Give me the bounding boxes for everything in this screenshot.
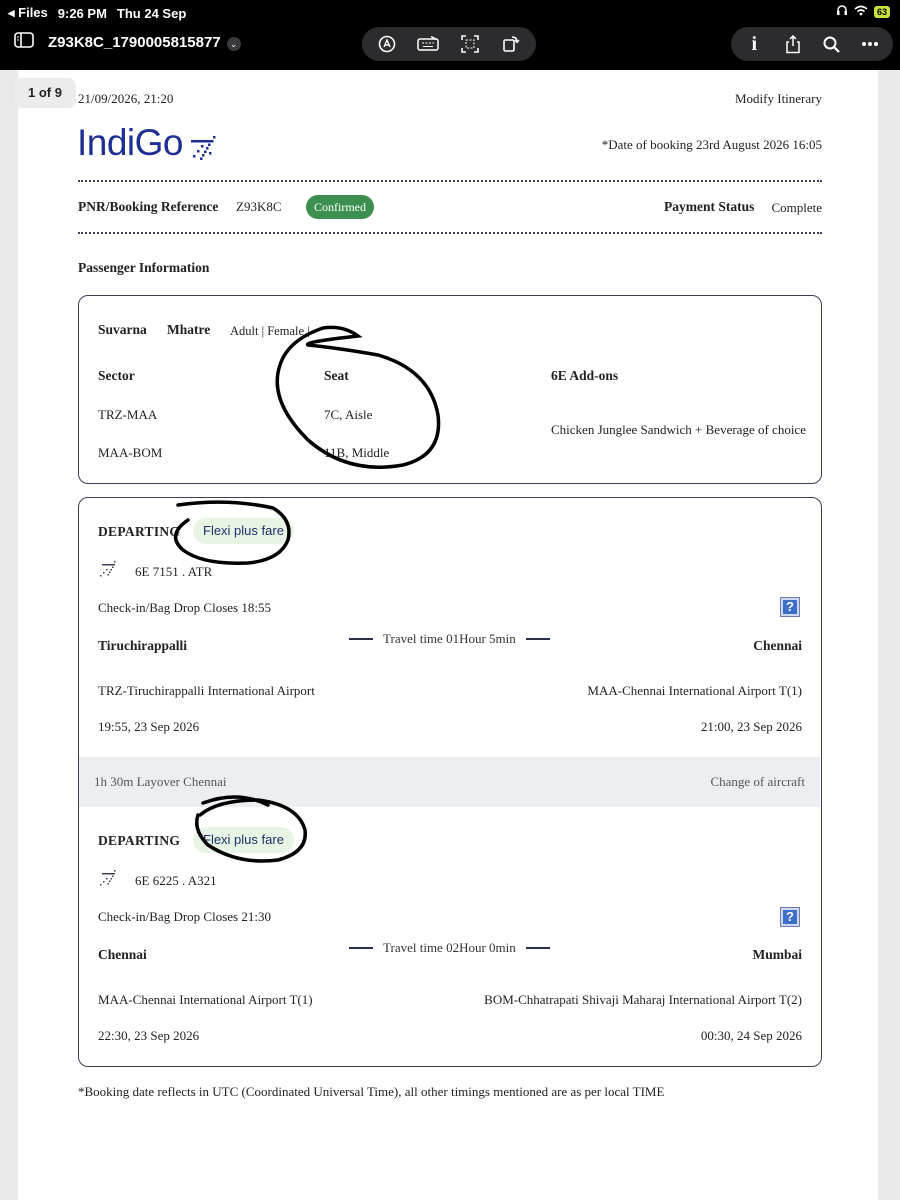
pnr-value: Z93K8C — [236, 199, 282, 214]
departure-time: 22:30, 23 Sep 2026 — [98, 1028, 200, 1043]
destination-city: Mumbai — [752, 947, 802, 962]
file-title-menu[interactable] — [48, 34, 241, 52]
travel-bar-right — [526, 947, 550, 949]
back-to-app-link[interactable]: ◂ Files — [8, 5, 48, 20]
sector-row-1: TRZ-MAA — [98, 407, 158, 422]
layover-note: Change of aircraft — [710, 774, 805, 789]
origin-airport: MAA-Chennai International Airport T(1) — [98, 992, 313, 1007]
divider-top — [78, 180, 822, 182]
help-icon[interactable]: ? — [780, 907, 800, 927]
flights-card — [78, 497, 822, 1067]
flight-number: 6E 6225 . A321 — [135, 873, 217, 888]
markup-tools-group — [362, 27, 536, 61]
modify-itinerary-link[interactable]: Modify Itinerary — [734, 91, 822, 106]
divider-bottom — [78, 232, 822, 234]
travel-time-text: Travel time 01Hour 5min — [383, 631, 516, 646]
passenger-section-title: Passenger Information — [78, 260, 210, 275]
search-icon[interactable] — [815, 30, 847, 58]
page-counter: 1 of 9 — [14, 78, 76, 108]
logo-text: IndiGo — [77, 122, 184, 163]
travel-bar-left — [349, 638, 373, 640]
chevron-down-icon: ⌄ — [227, 37, 241, 51]
print-datetime: 21/09/2026, 21:20 — [78, 91, 174, 106]
markup-icon[interactable] — [371, 30, 403, 58]
airplane-icon — [99, 560, 119, 583]
document-viewer[interactable] — [0, 70, 900, 1200]
layover-bar — [79, 757, 820, 807]
actions-group — [731, 27, 893, 61]
origin-airport: TRZ-Tiruchirappalli International Airport — [98, 683, 315, 698]
passenger-last-name: Mhatre — [167, 322, 211, 337]
pnr-label: PNR/Booking Reference — [78, 199, 219, 214]
passenger-card — [78, 295, 822, 484]
airplane-icon — [99, 869, 119, 892]
status-badge: Confirmed — [306, 195, 374, 219]
addons-header: 6E Add-ons — [551, 368, 619, 383]
flight-number: 6E 7151 . ATR — [135, 564, 213, 579]
travel-time — [349, 631, 550, 647]
passenger-first-name: Suvarna — [98, 322, 147, 337]
origin-city: Tiruchirappalli — [98, 638, 188, 653]
arrival-time: 21:00, 23 Sep 2026 — [700, 719, 802, 734]
arrival-time: 00:30, 24 Sep 2026 — [700, 1028, 802, 1043]
headphones-icon — [836, 4, 848, 19]
payment-status-label: Payment Status — [664, 199, 755, 214]
help-icon[interactable]: ? — [780, 597, 800, 617]
destination-airport: BOM-Chhatrapati Shivaji Maharaj International Airport T(2) — [484, 992, 802, 1007]
travel-time-text: Travel time 02Hour 0min — [383, 940, 516, 955]
share-icon[interactable] — [777, 30, 809, 58]
addon-item: Chicken Junglee Sandwich + Beverage of choice — [551, 422, 806, 437]
departing-label: DEPARTING — [98, 524, 181, 539]
departure-time: 19:55, 23 Sep 2026 — [98, 719, 200, 734]
travel-time — [349, 940, 550, 956]
seat-row-1: 7C, Aisle — [324, 407, 373, 422]
payment-status-value: Complete — [771, 200, 822, 215]
origin-city: Chennai — [98, 947, 147, 962]
wifi-icon — [854, 4, 868, 19]
status-time: 9:26 PM — [57, 5, 107, 21]
file-title: Z93K8C_1790005815877 — [48, 33, 221, 51]
more-icon[interactable] — [854, 30, 886, 58]
sector-header: Sector — [98, 368, 135, 383]
info-icon[interactable]: i — [751, 32, 758, 55]
keyboard-icon[interactable] — [412, 30, 444, 58]
travel-bar-right — [526, 638, 550, 640]
destination-airport: MAA-Chennai International Airport T(1) — [587, 683, 802, 698]
destination-city: Chennai — [753, 638, 802, 653]
status-bar — [0, 0, 900, 24]
booking-date: *Date of booking 23rd August 2026 16:05 — [601, 137, 822, 152]
battery-icon: 63 — [874, 6, 890, 18]
sidebar-icon[interactable] — [14, 32, 34, 53]
seat-row-2: 11B, Middle — [324, 445, 390, 460]
indigo-logo — [77, 122, 221, 164]
plane-logo-icon — [187, 130, 221, 164]
pdf-page — [18, 70, 878, 1200]
departing-label: DEPARTING — [98, 833, 181, 848]
seat-header: Seat — [324, 368, 349, 383]
checkin-closes: Check-in/Bag Drop Closes 18:55 — [98, 600, 271, 615]
passenger-details: Adult | Female | — [230, 324, 310, 338]
back-app-label: Files — [18, 5, 48, 20]
scan-icon[interactable] — [454, 30, 486, 58]
travel-bar-left — [349, 947, 373, 949]
fare-type-pill: Flexi plus fare — [193, 518, 294, 544]
rotate-icon[interactable] — [495, 30, 527, 58]
checkin-closes: Check-in/Bag Drop Closes 21:30 — [98, 909, 271, 924]
layover-text: 1h 30m Layover Chennai — [94, 774, 227, 789]
toolbar — [0, 24, 900, 70]
fare-type-pill: Flexi plus fare — [193, 827, 294, 853]
footnote: *Booking date reflects in UTC (Coordinated Universal Time), all other timings mentioned are as per local TIME — [78, 1084, 665, 1099]
status-date: Thu 24 Sep — [116, 5, 187, 21]
sector-row-2: MAA-BOM — [98, 445, 163, 460]
